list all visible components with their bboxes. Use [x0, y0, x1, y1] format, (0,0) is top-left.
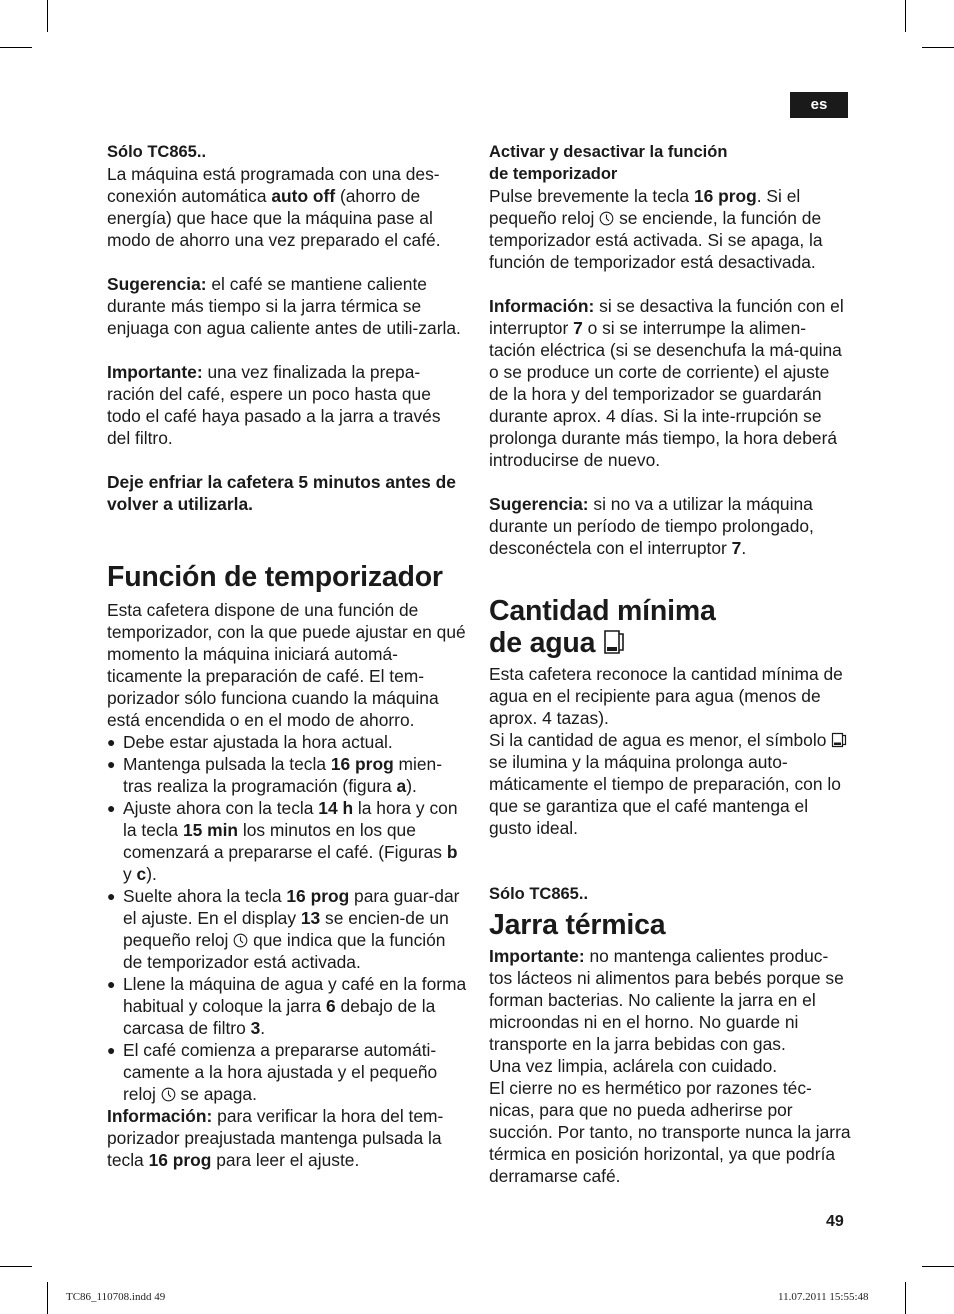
figure-ref: c	[136, 864, 147, 884]
text: y	[123, 864, 137, 884]
thermal-jug-lid-note: El cierre no es hermético por razones téc-nicas, para que no pueda adherirse por succión. Por tanto, no transporte nunca la jarra térmica en posición horizontal, ya que podría derramarse café.	[489, 1078, 851, 1186]
heading-line: de agua	[489, 627, 596, 659]
min-water-heading	[489, 595, 851, 659]
text: Si la cantidad de agua es menor, el símbolo	[489, 730, 832, 750]
water-tank-icon	[603, 629, 625, 655]
list-item	[107, 753, 467, 797]
info-label: Información:	[107, 1106, 213, 1126]
right-column	[489, 141, 851, 1187]
part-ref: 7	[573, 318, 583, 338]
figure-ref: a	[396, 776, 407, 796]
key-ref: 14 h	[318, 798, 354, 818]
timer-toggle-paragraph	[489, 185, 851, 273]
timer-toggle-title	[489, 141, 851, 185]
key-ref: 15 min	[182, 820, 239, 840]
text: Debe estar ajustada la hora actual.	[123, 732, 393, 752]
text: una vez finalizada la prepa-ración del café, espere un poco hasta que todo el café haya pasado a la jarra a través del filtro.	[107, 362, 441, 448]
warning-text: Deje enfriar la cafetera 5 minutos antes de volver a utilizarla.	[107, 472, 456, 514]
text: para leer el ajuste.	[211, 1150, 360, 1170]
text: Pulse brevemente la tecla	[489, 186, 694, 206]
auto-off-paragraph	[107, 163, 467, 251]
footer-file: TC86_110708.indd 49	[66, 1291, 166, 1303]
important-label: Importante:	[489, 946, 585, 966]
water-tank-icon	[831, 732, 847, 748]
min-water-paragraph-1: Esta cafetera reconoce la cantidad mínima de agua en el recipiente para agua (menos de aprox. 4 tazas).	[489, 664, 843, 728]
cooldown-warning	[107, 471, 467, 515]
language-tab: es	[790, 92, 848, 118]
text: la hora y con la tecla	[123, 798, 458, 840]
crop-mark	[905, 0, 906, 32]
text: se apaga.	[175, 1084, 257, 1104]
text: para guar-dar el ajuste. En el display	[123, 886, 460, 928]
text: si se desactiva la función con el interruptor	[489, 296, 844, 338]
text: . Si el pequeño reloj	[489, 186, 801, 228]
model-note-title: Sólo TC865..	[107, 143, 207, 161]
text: La máquina está programada con una des-conexión automática	[107, 164, 440, 206]
part-ref: 7	[731, 538, 742, 558]
timer-info-paragraph	[107, 1105, 467, 1171]
text: el café se mantiene caliente durante más tiempo si la jarra térmica se enjuaga con agua caliente antes de utili-zarla.	[107, 274, 461, 338]
longterm-tip-paragraph	[489, 493, 851, 559]
model-note-title: Sólo TC865..	[489, 885, 589, 903]
text: los minutos en los que comenzará a prepararse el café. (Figuras	[123, 820, 447, 862]
text: Mantenga pulsada la tecla	[123, 754, 331, 774]
auto-off-term: auto off	[271, 186, 336, 206]
text: o si se interrumpe la alimen-tación eléctrica (si se desenchufa la má-quina o se produce un corte de corriente) el ajuste de la hora y del temporizador se guardarán durante aprox. 4 días. Si la inte-rrupción se prolonga durante más tiempo, la hora deberá introducirse de nuevo.	[489, 318, 842, 470]
text: que indica que la función de temporizador está activada.	[123, 930, 446, 972]
crop-mark	[47, 0, 48, 32]
tip-label: Sugerencia:	[489, 494, 589, 514]
list-item	[107, 885, 467, 973]
important-label: Importante:	[107, 362, 203, 382]
heading-line: Cantidad mínima	[489, 595, 716, 627]
list-item	[107, 1039, 467, 1105]
left-column	[107, 141, 467, 1171]
text: .	[260, 1018, 266, 1038]
list-item	[107, 973, 467, 1039]
crop-mark	[0, 47, 32, 48]
info-label: Información:	[489, 296, 595, 316]
tip-label: Sugerencia:	[107, 274, 207, 294]
key-ref: 16 prog	[693, 186, 757, 206]
clock-icon	[233, 933, 248, 948]
text: ).	[146, 864, 157, 884]
text: El café comienza a prepararse automáti-camente a la hora ajustada y el pequeño reloj	[123, 1040, 438, 1104]
crop-mark	[0, 1266, 32, 1267]
text: se encien-de un pequeño reloj	[123, 908, 449, 950]
crop-mark	[905, 1282, 906, 1314]
text: no mantenga calientes produc-tos lácteos ni alimentos para bebés porque se forman bacterias. No caliente la jarra en el microondas ni en el horno. No guarde ni transporte en la jarra bebidas con gas.	[489, 946, 844, 1054]
part-ref: 6	[326, 996, 336, 1016]
text: Suelte ahora la tecla	[123, 886, 287, 906]
thermal-jug-important	[489, 945, 851, 1055]
timer-heading: Función de temporizador	[107, 561, 443, 593]
key-ref: 16 prog	[148, 1150, 212, 1170]
figure-ref: b	[446, 842, 458, 862]
text: ).	[406, 776, 417, 796]
timer-intro: Esta cafetera dispone de una función de temporizador, con la que puede ajustar en qué momento la máquina iniciará automá-ticamente la preparación de café. El tem-porizador sólo funciona cuando la máquina está encendida o en el modo de ahorro.	[107, 600, 466, 730]
crop-mark	[922, 47, 954, 48]
important-paragraph	[107, 361, 467, 449]
timer-steps-list	[107, 731, 467, 1105]
power-info-paragraph	[489, 295, 851, 471]
text: debajo de la carcasa de filtro	[123, 996, 436, 1038]
title-line: Activar y desactivar la función	[489, 143, 728, 161]
display-ref: 13	[300, 908, 321, 928]
footer-datetime: 11.07.2011 15:55:48	[778, 1291, 869, 1303]
text: Ajuste ahora con la tecla	[123, 798, 319, 818]
text: se ilumina y la máquina prolonga auto-máticamente el tiempo de preparación, con lo que se garantiza que el café mantenga el gusto ideal.	[489, 752, 841, 838]
title-line: de temporizador	[489, 165, 618, 183]
min-water-paragraph-2	[489, 729, 851, 839]
tip-paragraph	[107, 273, 467, 339]
key-ref: 16 prog	[330, 754, 394, 774]
page-number: 49	[826, 1213, 844, 1230]
thermal-jug-rinse: Una vez limpia, aclárela con cuidado.	[489, 1056, 778, 1076]
text: se enciende, la función de temporizador está activada. Si se apaga, la función de temporizador está desactivada.	[489, 208, 823, 272]
key-ref: 16 prog	[286, 886, 350, 906]
text: si no va a utilizar la máquina durante un período de tiempo prolongado, desconéctela con el interruptor	[489, 494, 814, 558]
list-item	[107, 731, 467, 753]
clock-icon	[599, 211, 614, 226]
clock-icon	[161, 1087, 176, 1102]
text: .	[741, 538, 747, 558]
text: (ahorro de energía) que hace que la máquina pase al modo de ahorro una vez preparado el café.	[107, 186, 441, 250]
crop-mark	[922, 1266, 954, 1267]
part-ref: 3	[250, 1018, 261, 1038]
text: mien-tras realiza la programación (figura	[123, 754, 443, 796]
thermal-jug-heading: Jarra térmica	[489, 909, 666, 941]
crop-mark	[47, 1282, 48, 1314]
text: para verificar la hora del tem-porizador preajustada mantenga pulsada la tecla	[107, 1106, 444, 1170]
text: Llene la máquina de agua y café en la forma habitual y coloque la jarra	[123, 974, 467, 1016]
list-item	[107, 797, 467, 885]
